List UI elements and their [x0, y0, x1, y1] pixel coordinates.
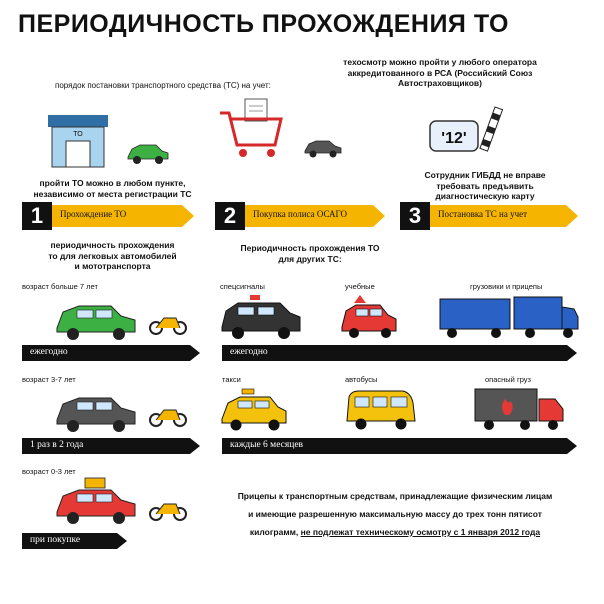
step-3-number: 3: [400, 202, 430, 230]
small-gray-car: [305, 141, 341, 158]
step-2-number: 2: [215, 202, 245, 230]
label-training: учебные: [345, 282, 375, 291]
row2-vehicles: [220, 385, 580, 435]
period-bar-left-1: ежегодно: [22, 345, 190, 361]
step-1-label: Прохождение ТО: [60, 209, 127, 219]
motorbike-3: [150, 504, 186, 520]
cart: [220, 113, 281, 145]
trailer-note: Прицепы к транспортным средствам, принадлежащие физическим лицам и имеющие разрешенную максимальную массу до трех тонн пятисот килограмм, не подлежат техническому осмотру с 1 января 2012 года: [237, 491, 553, 537]
registration-order-caption: порядок постановки транспортного средства (ТС) на учет:: [55, 81, 271, 90]
small-green-car: [128, 145, 168, 164]
left-heading: периодичность прохождения то для легковых автомобилей и мототранспорта: [48, 240, 177, 271]
page-title: ПЕРИОДИЧНОСТЬ ПРОХОЖДЕНИЯ ТО: [18, 10, 509, 38]
label-dangerous-cargo: опасный груз: [485, 375, 531, 384]
training-car: [342, 295, 396, 338]
right-heading: Периодичность прохождения ТО для других ТС:: [240, 243, 380, 264]
age-label-0-3: возраст 0-3 лет: [22, 467, 76, 476]
car-0-3-years: [55, 478, 195, 528]
car-3-7-years: [55, 390, 195, 435]
step-3-label: Постановка ТС на учет: [438, 209, 528, 219]
label-emergency: спецсигналы: [220, 282, 265, 291]
age-label-3-7: возраст 3-7 лет: [22, 375, 76, 384]
step-2: [215, 205, 385, 227]
row1-vehicles: [220, 295, 580, 343]
inspection-station-illustration: [48, 105, 178, 170]
label-taxi: такси: [222, 375, 241, 384]
registration-illustration: [420, 105, 530, 165]
note-gibdd: Сотрудник ГИБДД не вправе требовать предъявить диагностическую карту: [424, 170, 546, 201]
period-bar-left-3: при покупке: [22, 533, 117, 549]
period-bar-right-1: ежегодно: [222, 345, 567, 361]
step-1: [22, 205, 192, 227]
step-2-label: Покупка полиса ОСАГО: [253, 209, 348, 219]
dangerous-cargo-truck: [475, 389, 563, 430]
building-roof: [48, 115, 108, 127]
truck-with-trailer: [440, 297, 578, 338]
period-bar-right-2: каждые 6 месяцев: [222, 438, 567, 454]
building-gate: [66, 141, 90, 167]
period-bar-left-2: 1 раз в 2 года: [22, 438, 190, 454]
motorbike-1: [150, 318, 186, 334]
car-over-7-years: [55, 298, 195, 343]
plate-number: '12': [441, 130, 467, 147]
bus: [347, 391, 415, 430]
step-3: [400, 205, 580, 227]
note-anywhere: пройти ТО можно в любом пункте, независимо от места регистрации ТС: [33, 178, 192, 199]
taxi-car: [222, 389, 286, 431]
note-rsa: техосмотр можно пройти у любого оператора аккредитованного в РСА (Российский Союз Автостраховщиков): [343, 57, 537, 88]
label-buses: автобусы: [345, 375, 378, 384]
emergency-car: [222, 295, 300, 339]
label-trucks: грузовики и прицепы: [470, 282, 543, 291]
motorbike-2: [150, 410, 186, 426]
police-baton: [480, 107, 503, 151]
step-1-number: 1: [22, 202, 52, 230]
age-label-over-7: возраст больше 7 лет: [22, 282, 98, 291]
building-sign: ТО: [73, 131, 83, 138]
cart-illustration: [215, 95, 345, 165]
